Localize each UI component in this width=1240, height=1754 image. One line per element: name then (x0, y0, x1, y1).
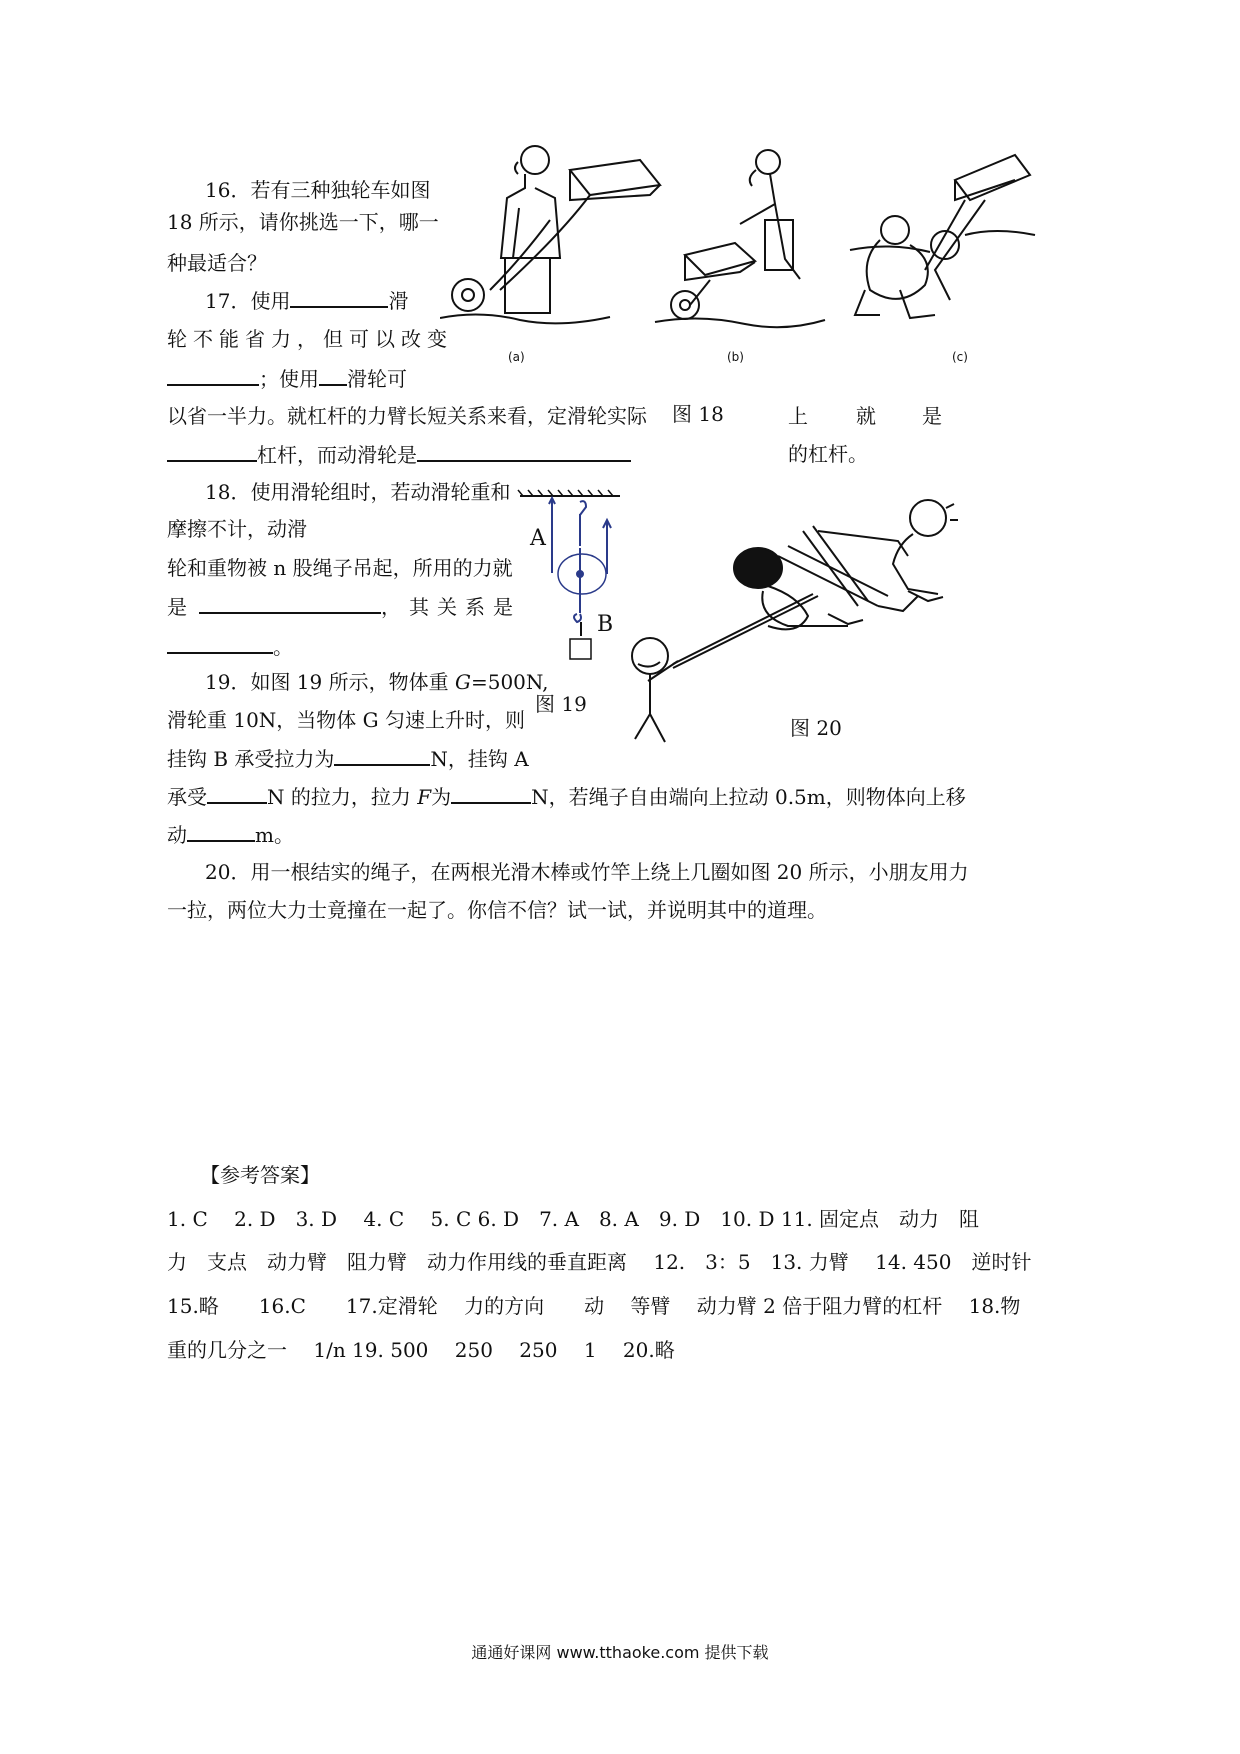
q19-text: 动 (167, 823, 187, 847)
q19-text: =500N, (470, 670, 549, 694)
q17-text: 杠杆，而动滑轮是 (257, 443, 417, 467)
q19-text: m。 (255, 823, 294, 847)
q19-line3 (167, 744, 529, 773)
q18-line2: 摩擦不计，动滑 (167, 517, 307, 541)
q19-text: N，若绳子自由端向上拉动 0.5m，则物体向上移 (531, 785, 966, 809)
blank (207, 782, 267, 804)
fig19-caption: 图 19 (535, 692, 587, 716)
q18-line5 (167, 632, 293, 661)
q19-line2: 滑轮重 10N，当物体 G 匀速上升时，则 (167, 708, 525, 732)
q17-line3 (167, 364, 407, 393)
q18-text: 是 (167, 595, 187, 619)
q17-line5 (167, 440, 631, 469)
q19-text: 19．如图 19 所示，物体重 (205, 670, 455, 694)
answers-title: 【参考答案】 (200, 1163, 320, 1187)
blank (167, 632, 273, 654)
q18-line3: 轮和重物被 n 股绳子吊起，所用的力就 (167, 556, 513, 580)
q17-line4-r3: 是 (922, 404, 942, 428)
q18-text: ，其关系是 (381, 595, 521, 619)
figure-18-illustration (440, 140, 1040, 370)
fig18-label-c: (c) (952, 350, 968, 364)
q19-text: 承受 (167, 785, 207, 809)
q17-line4-r1: 上 (788, 404, 808, 428)
q17-text: ；使用 (259, 367, 319, 391)
q17-text: 17．使用 (205, 289, 291, 313)
blank (319, 364, 347, 386)
q20-line2: 一拉，两位大力士竟撞在一起了。你信不信？试一试，并说明其中的道理。 (167, 898, 827, 922)
q17-line2: 轮不能省力，但可以改变 (167, 327, 453, 351)
q19-symbol-g: G (454, 670, 471, 694)
q16-line2: 18 所示，请你挑选一下，哪一 (167, 210, 439, 234)
q19-line5 (167, 820, 294, 849)
q18-text: 。 (273, 635, 293, 659)
q19-text: N 的拉力，拉力 (267, 785, 418, 809)
fig18-label-b: (b) (727, 350, 744, 364)
answers-line2: 力 支点 动力臂 阻力臂 动力作用线的垂直距离 12. 3：5 13. 力臂 14. 450 逆时针 (167, 1250, 1032, 1274)
q19-text: 挂钩 B 承受拉力为 (167, 747, 335, 771)
answers-line1: 1. C 2. D 3. D 4. C 5. C 6. D 7. A 8. A 9. D 10. D 11. 固定点 动力 阻 (167, 1207, 980, 1231)
blank (417, 440, 631, 462)
q17-text: 滑轮可 (347, 367, 407, 391)
blank (167, 440, 257, 462)
q17-line1 (205, 286, 408, 315)
q17-line4-r2: 就 (856, 404, 876, 428)
q17-line4: 以省一半力。就杠杆的力臂长短关系来看，定滑轮实际 (167, 404, 647, 428)
fig18-label-a: (a) (508, 350, 525, 364)
page-footer: 通通好课网 www.tthaoke.com 提供下载 (471, 1643, 769, 1662)
blank (451, 782, 531, 804)
q19-symbol-f: F (417, 785, 432, 809)
q19-line1 (205, 668, 548, 696)
q16-line3: 种最适合？ (167, 251, 267, 275)
blank (334, 744, 430, 766)
q19-line4 (167, 782, 966, 811)
q17-line5-right: 的杠杆。 (788, 442, 868, 466)
q18-line4 (167, 592, 521, 621)
blank (167, 364, 259, 386)
answers-line4: 重的几分之一 1/n 19. 500 250 250 1 20.略 (167, 1338, 675, 1362)
fig19-label-b: B (597, 612, 614, 637)
fig19-label-a: A (530, 526, 546, 551)
q20-line1: 20．用一根结实的绳子，在两根光滑木棒或竹竿上绕上几圈如图 20 所示，小朋友用力 (205, 860, 969, 884)
fig20-caption: 图 20 (790, 716, 842, 740)
q19-text: N，挂钩 A (430, 747, 529, 771)
blank (290, 286, 388, 308)
fig18-caption: 图 18 (672, 402, 724, 426)
blank (187, 820, 255, 842)
q19-text: 为 (431, 785, 452, 809)
answers-line3: 15.略 16.C 17.定滑轮 力的方向 动 等臂 动力臂 2 倍于阻力臂的杠杆 18.物 (167, 1294, 1021, 1318)
q18-line1: 18．使用滑轮组时，若动滑轮重和 (205, 480, 511, 504)
blank (199, 592, 381, 614)
figure-19-pulley (515, 488, 635, 668)
q17-text: 滑 (388, 289, 409, 313)
q16-line1: 16．若有三种独轮车如图 (205, 178, 431, 202)
